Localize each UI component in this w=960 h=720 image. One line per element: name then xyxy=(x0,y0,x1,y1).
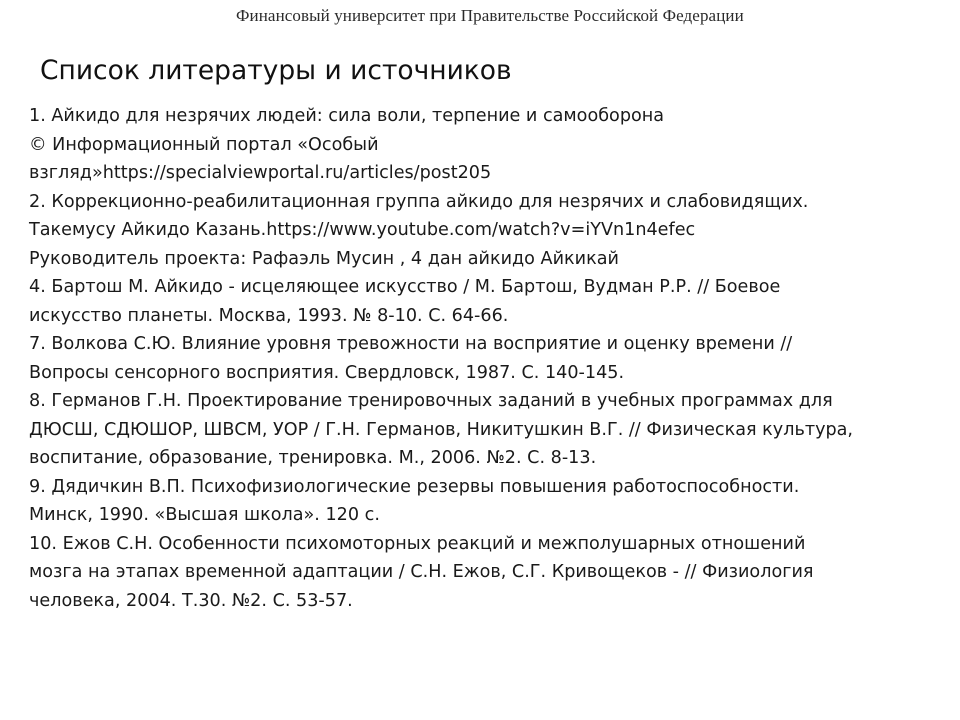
reference-line: Такемусу Айкидо Казань.https://www.youtube.com/watch?v=iYVn1n4efec xyxy=(29,220,696,240)
reference-line: Вопросы сенсорного восприятия. Свердловск, 1987. С. 140-145. xyxy=(29,362,625,383)
reference-line: 2. Коррекционно-реабилитационная группа айкидо для незрячих и слабовидящих. xyxy=(29,191,809,212)
reference-item xyxy=(29,530,941,616)
reference-item xyxy=(29,330,941,387)
reference-line: 9. Дядичкин В.П. Психофизиологические резервы повышения работоспособности. xyxy=(29,476,800,497)
reference-line: © Информационный портал «Особый xyxy=(29,134,379,155)
reference-line: 1. Айкидо для незрячих людей: сила воли, терпение и самооборона xyxy=(29,106,665,126)
reference-line: воспитание, образование, тренировка. М., 2006. №2. С. 8-13. xyxy=(29,448,597,468)
reference-item xyxy=(29,188,941,274)
reference-line: 7. Волкова С.Ю. Влияние уровня тревожности на восприятие и оценку времени // xyxy=(29,334,793,354)
reference-line: Руководитель проекта: Рафаэль Мусин , 4 дан айкидо Айкикай xyxy=(29,248,619,269)
reference-line: мозга на этапах временной адаптации / С.Н. Ежов, С.Г. Кривощеков - // Физиология xyxy=(29,562,814,582)
reference-list xyxy=(29,102,941,615)
reference-line: искусство планеты. Москва, 1993. № 8-10. С. 64-66. xyxy=(29,305,509,326)
reference-line: 4. Бартош М. Айкидо - исцеляющее искусство / М. Бартош, Вудман Р.Р. // Боевое xyxy=(29,277,781,297)
reference-line: 10. Ежов С.Н. Особенности психомоторных реакций и межполушарных отношений xyxy=(29,533,806,554)
reference-line: Минск, 1990. «Высшая школа». 120 с. xyxy=(29,505,380,525)
reference-item xyxy=(29,102,941,188)
reference-line: ДЮСШ, СДЮШОР, ШВСМ, УОР / Г.Н. Германов, Никитушкин В.Г. // Физическая культура, xyxy=(29,419,854,440)
reference-line: 8. Германов Г.Н. Проектирование тренировочных заданий в учебных программах для xyxy=(29,391,833,411)
reference-line: взгляд»https://specialviewportal.ru/articles/post205 xyxy=(29,163,492,183)
reference-item xyxy=(29,273,941,330)
reference-item xyxy=(29,387,941,473)
slide-title: Список литературы и источников xyxy=(40,55,512,86)
reference-line: человека, 2004. Т.30. №2. С. 53-57. xyxy=(29,590,353,611)
reference-item xyxy=(29,473,941,530)
institution-header: Финансовый университет при Правительстве Российской Федерации xyxy=(236,6,744,25)
